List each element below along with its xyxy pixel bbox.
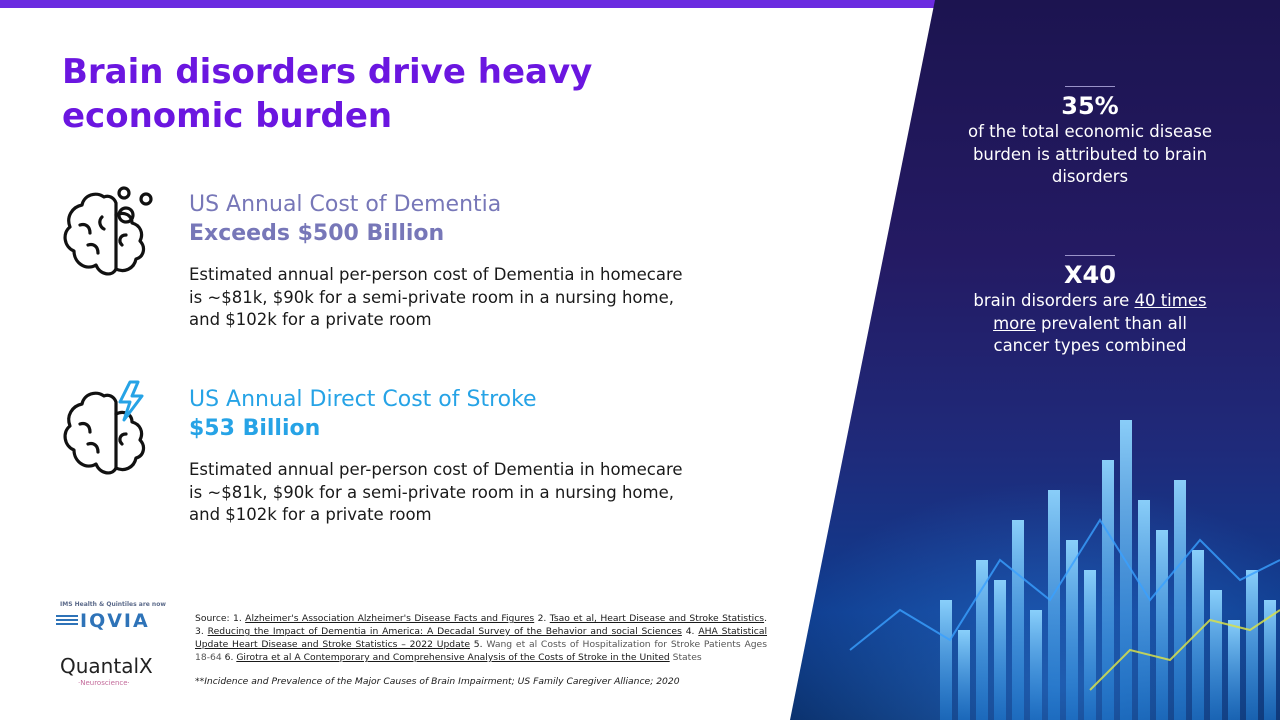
top-accent-bar (0, 0, 945, 8)
background-bar (1246, 570, 1258, 720)
background-bar (1210, 590, 1222, 720)
source-link-5[interactable]: Wang et al Costs of Hospitalization for Stroke Patients Ages 18-64 (195, 639, 767, 663)
stat-burden (965, 86, 1215, 189)
iqvia-logo: IQVIA (80, 610, 150, 632)
stat-prevalence-text-start: brain disorders are (973, 291, 1135, 310)
stat-divider (1065, 255, 1115, 256)
background-bar (1102, 460, 1114, 720)
background-bar (1066, 540, 1078, 720)
background-bar (958, 630, 970, 720)
stat-prevalence-value: X40 (1064, 261, 1116, 289)
source-link-4[interactable]: AHA Statistical Update Heart Disease and Stroke Statistics – 2022 Update (195, 626, 768, 650)
source-link-3[interactable]: Reducing the Impact of Dementia in America: A Decadal Survey of the Behavior and social Sciences (207, 626, 682, 637)
brain-bubbles-icon (60, 185, 156, 281)
dementia-cost-description: Estimated annual per-person cost of Dementia in homecare is ~$81k, $90k for a semi-private room in a nursing home, and $102k for a private room (189, 265, 683, 329)
stroke-cost-description: Estimated annual per-person cost of Dementia in homecare is ~$81k, $90k for a semi-private room in a nursing home, and $102k for a private room (189, 460, 683, 524)
source-link-2[interactable]: Tsao et al, Heart Disease and Stroke Statistics (549, 613, 765, 624)
sources-text (195, 612, 767, 664)
stroke-cost-title: US Annual Direct Cost of Stroke (189, 387, 537, 412)
background-bar (1156, 530, 1168, 720)
sources-sep: 4. (681, 626, 699, 637)
sources-sep: . 3. (195, 613, 767, 637)
stat-prevalence-text-end: prevalent than all cancer types combined (993, 313, 1187, 355)
background-bar (1048, 490, 1060, 720)
sources-sep: 2. (534, 613, 550, 624)
stat-prevalence (965, 255, 1215, 358)
background-bar (1228, 620, 1240, 720)
background-bar (940, 600, 952, 720)
page-title: Brain disorders drive heavy economic burden (62, 52, 593, 136)
background-bar (1264, 600, 1276, 720)
footnote: **Incidence and Prevalence of the Major Causes of Brain Impairment; US Family Caregiver Alliance; 2020 (195, 676, 680, 687)
sources-prefix: Source: 1. (195, 613, 246, 624)
source-link-6[interactable]: Girotra et al A Contemporary and Comprehensive Analysis of the Costs of Stroke in the United (236, 652, 670, 663)
background-bar (994, 580, 1006, 720)
sources-sep: 5. (470, 639, 487, 650)
dementia-cost-title: US Annual Cost of Dementia (189, 192, 502, 217)
stat-burden-value: 35% (1061, 92, 1119, 120)
source-link-1[interactable]: Alzheimer's Association Alzheimer's Disease Facts and Figures (245, 613, 535, 624)
background-bar (1012, 520, 1024, 720)
iqvia-lines-icon (56, 615, 78, 627)
stroke-cost-value: $53 Billion (189, 416, 321, 441)
sources-sep: 6. (221, 652, 237, 663)
background-bar (1084, 570, 1096, 720)
iqvia-tagline: IMS Health & Quintiles are now (60, 601, 166, 608)
stat-burden-text: of the total economic disease burden is attributed to brain disorders (968, 122, 1212, 186)
background-bar (976, 560, 988, 720)
stat-prevalence-link[interactable]: 40 times more (993, 291, 1207, 333)
background-bar (1174, 480, 1186, 720)
background-bar (1138, 500, 1150, 720)
sources-end: States (669, 652, 702, 663)
quantalx-subtitle: ·Neuroscience· (78, 679, 130, 687)
stat-prevalence-text (965, 290, 1215, 358)
dementia-cost-value: Exceeds $500 Billion (189, 221, 445, 246)
stat-divider (1065, 86, 1115, 87)
quantalx-logo: QuantalX (60, 654, 153, 678)
background-bar (1030, 610, 1042, 720)
brain-lightning-icon (60, 380, 156, 480)
